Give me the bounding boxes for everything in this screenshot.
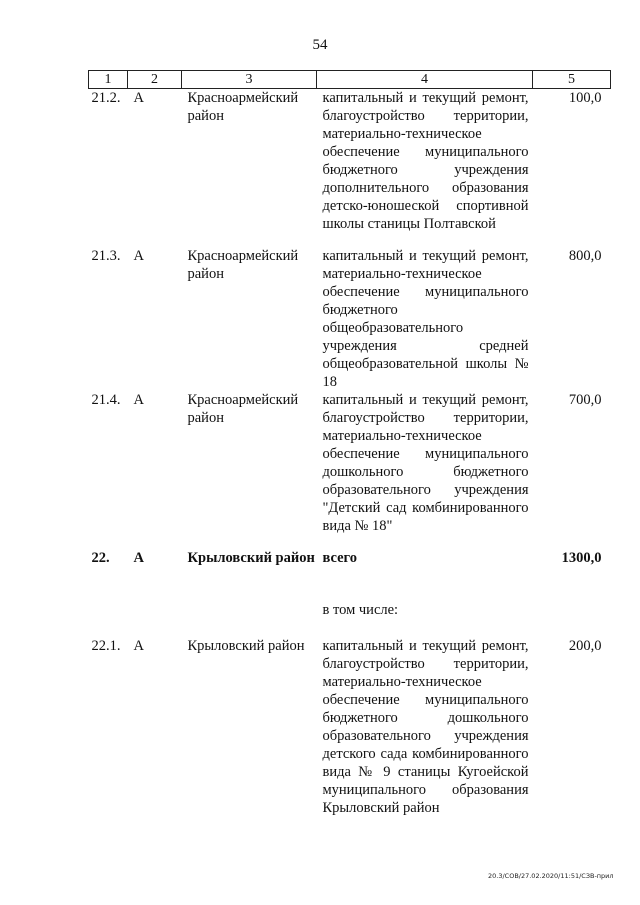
column-header-3: 3 <box>182 71 317 89</box>
table-row-total <box>89 549 611 601</box>
row-district: Красноармейский район <box>187 247 299 282</box>
column-header-1: 1 <box>89 71 128 89</box>
row-number: 22.1. <box>91 637 121 654</box>
row-amount: 800,0 <box>568 247 602 264</box>
table-row <box>89 391 611 549</box>
row-category: А <box>133 391 144 408</box>
table-row <box>89 89 611 247</box>
row-number: 22. <box>91 549 110 566</box>
column-header-2: 2 <box>128 71 182 89</box>
row-number: 21.4. <box>91 391 121 408</box>
table-header-row <box>89 71 611 89</box>
row-district <box>182 601 317 637</box>
row-description: капитальный и текущий ремонт, благоустройство территории, материально-техническое обеспечение муниципального бюджетного дошкольного образовательного учреждения детского сада комбинированного вида № 9 станицы Кугоейской муниципального образования Крыловский район <box>322 637 529 816</box>
row-category: А <box>133 637 144 654</box>
row-description: капитальный и текущий ремонт, материально-техническое обеспечение муниципального бюджетного общеобразовательного учреждения средней общеобразовательной школы № 18 <box>322 247 529 390</box>
budget-table <box>88 70 611 817</box>
column-header-4: 4 <box>317 71 533 89</box>
row-amount: 100,0 <box>568 90 602 106</box>
row-district: Крыловский район <box>187 549 315 566</box>
row-amount: 700,0 <box>568 391 602 408</box>
row-number <box>89 601 128 637</box>
row-amount: 1300,0 <box>561 549 602 566</box>
row-category: А <box>133 549 144 566</box>
table-row <box>89 247 611 391</box>
row-amount: 200,0 <box>568 637 602 654</box>
row-district: Красноармейский район <box>187 391 299 426</box>
row-description: всего <box>322 549 358 566</box>
row-description: капитальный и текущий ремонт, благоустройство территории, материально-техническое обеспечение муниципального дошкольного бюджетного образовательного учреждения "Детский сад комбинированного вида № 18" <box>322 391 529 534</box>
row-category: А <box>133 90 144 106</box>
row-description: капитальный и текущий ремонт, благоустройство территории, материально-техническое обеспечение муниципального бюджетного учреждения дополнительного образования детско-юношеской спортивной школы станицы Полтавской <box>322 90 529 232</box>
column-header-5: 5 <box>533 71 611 89</box>
row-number: 21.2. <box>91 90 121 106</box>
row-amount <box>533 601 611 637</box>
row-number: 21.3. <box>91 247 121 264</box>
row-category <box>128 601 182 637</box>
row-category: А <box>133 247 144 264</box>
table-row <box>89 637 611 817</box>
page-number: 54 <box>312 37 328 53</box>
document-footer-code: 20.3/СОВ/27.02.2020/11:51/СЗВ-прил <box>488 872 614 880</box>
row-description: в том числе: <box>322 601 399 618</box>
row-district: Красноармейский район <box>187 90 299 124</box>
row-district: Крыловский район <box>187 637 305 654</box>
table-row <box>89 601 611 637</box>
